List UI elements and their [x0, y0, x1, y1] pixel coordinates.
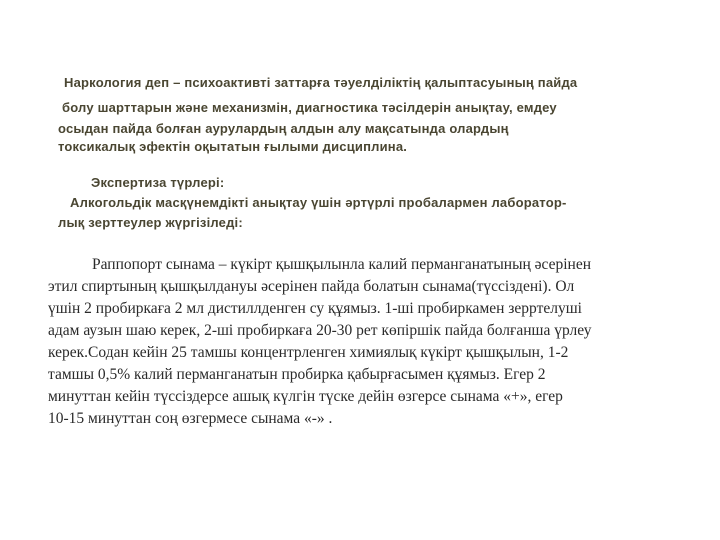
definition-line-2: болу шарттарын және механизмін, диагностика тәсілдерін анықтау, емдеу: [62, 100, 557, 115]
expertise-line-2: лық зерттеулер жүргізіледі:: [58, 215, 243, 230]
rappoport-line-8: 10-15 минуттан соң өзгермесе сынама «-» .: [48, 410, 333, 427]
definition-line-4: токсикалық эфектін оқытатын ғылыми дисциплина.: [58, 139, 408, 154]
rappoport-line-5: керек.Содан кейін 25 тамшы концентрленген химиялық күкірт қышқылын, 1-2: [48, 344, 569, 361]
rappoport-line-4: адам аузын шаю керек, 2-ші пробиркаға 20-30 рет көпіршік пайда болғанша үрлеу: [48, 322, 592, 339]
rappoport-line-2: этил спиртының қышқылдануы әсерінен пайда болатын сынама(түссіздені). Ол: [48, 278, 575, 295]
rappoport-line-1: Раппопорт сынама – күкірт қышқылынла калий перманганатының әсерінен: [92, 256, 592, 273]
rappoport-line-6: тамшы 0,5% калий перманганатын пробирка қабырғасымен құямыз. Егер 2: [48, 366, 546, 383]
rappoport-line-7: минуттан кейін түссіздерсе ашық күлгін түске дейін өзгерсе сынама «+», егер: [48, 388, 563, 405]
definition-line-1: Наркология деп – психоактивті заттарға тәуелділіктің қалыптасуының пайда: [64, 75, 578, 90]
expertise-heading: Экспертиза түрлері:: [91, 175, 225, 190]
expertise-line-1: Алкогольдік масқүнемдікті анықтау үшін әртүрлі пробалармен лаборатор-: [70, 195, 567, 210]
rappoport-line-3: үшін 2 пробиркаға 2 мл дистиллденген су құямыз. 1-ші пробиркамен зерртелуші: [48, 300, 582, 317]
definition-line-3: осыдан пайда болған аурулардың алдын алу мақсатында олардың: [58, 121, 509, 136]
